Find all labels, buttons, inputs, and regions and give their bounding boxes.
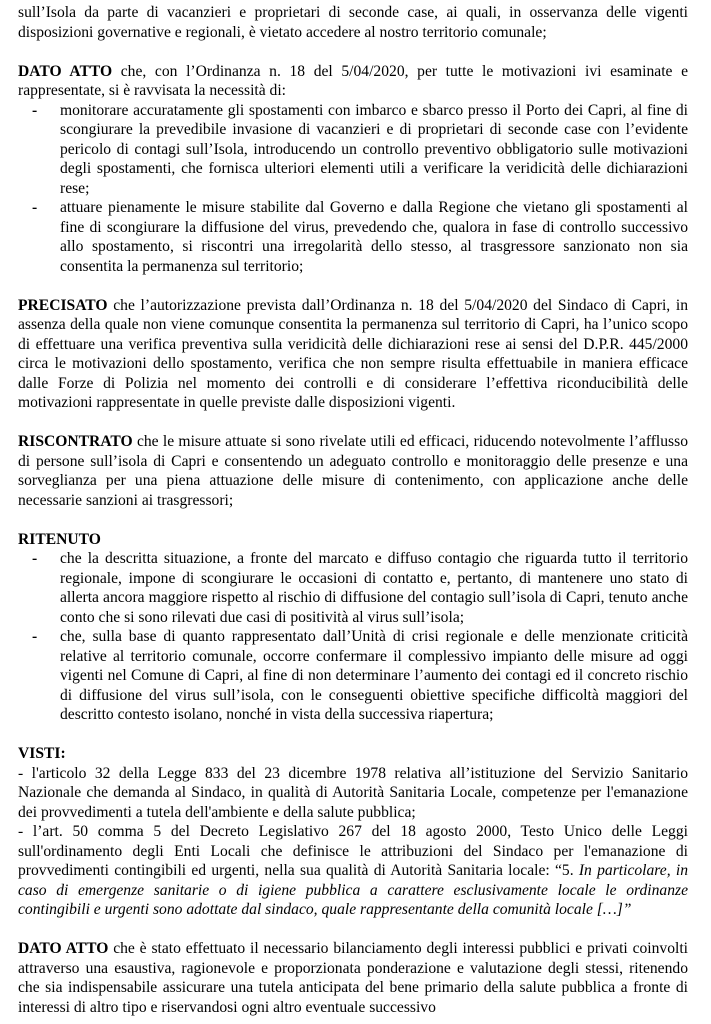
intro-paragraph: sull’Isola da parte di vacanzieri e proprietari di seconde case, ai quali, in osservanza delle vigenti disposizioni governative e regionali, è vietato accedere al nostro territorio comunale;	[18, 4, 688, 41]
visti-item: - l'articolo 32 della Legge 833 del 23 dicembre 1978 relativa all’istituzione del Servizio Sanitario Nazionale che demanda al Sindaco, in qualità di Autorità Sanitaria Locale, competenze per l'emanazione dei provvedimenti a tutela dell'ambiente e della salute pubblica;	[18, 764, 688, 821]
dato-atto-text: che, con l’Ordinanza n. 18 del 5/04/2020, per tutte le motivazioni ivi esaminate e rappresentate, si è ravvisata la necessità di:	[18, 62, 688, 99]
dato-atto-paragraph	[18, 62, 688, 101]
visti-section	[18, 744, 688, 920]
riscontrato-paragraph	[18, 432, 688, 510]
dash-marker: -	[32, 101, 38, 119]
dash-marker: -	[32, 628, 38, 645]
dato-atto-keyword: DATO ATTO	[18, 940, 109, 957]
list-item: - attuare pienamente le misure stabilite dal Governo e dalla Regione che vietano gli spostamenti al fine di scongiurare la diffusione del virus, prevedendo che, qualora in fase di controllo successivo allo spostamento, si riscontri una irregolarità dello stesso, al trasgressore sanzionato non sia consentita la permanenza sul territorio;	[32, 199, 688, 275]
visti-item: - l’art. 50 comma 5 del Decreto Legislativo 267 del 18 agosto 2000, Testo Unico delle Leggi sull'ordinamento degli Enti Locali che definisce le attribuzioni del Sindaco per l'emanazione di provvedimenti contingibili ed urgenti, nella sua qualità di Autorità Sanitaria locale: “5. In particolare, in caso di emergenze sanitarie o di igiene pubblica a carattere esclusivamente locale le ordinanze contingibili e urgenti sono adottate dal sindaco, quale rappresentante della comunità locale […]”	[18, 823, 688, 918]
list-item: - che, sulla base di quanto rappresentato dall’Unità di crisi regionale e delle menzionate criticità relative al territorio comunale, occorre confermare il complessivo impianto delle misure ad oggi vigenti nel Comune di Capri, al fine di non determinare l’aumento dei contagi ed il concreto rischio di diffusione del virus sull’isola, con le conseguenti obiettive specifiche difficoltà maggiori del descritto contesto isolano, nonché in vista della successiva riapertura;	[32, 628, 688, 723]
dato-atto-section	[18, 62, 688, 277]
ritenuto-section	[18, 530, 688, 725]
precisato-paragraph	[18, 296, 688, 413]
dato-atto-final-paragraph	[18, 939, 688, 1017]
precisato-text: che l’autorizzazione prevista dall’Ordinanza n. 18 del 5/04/2020 del Sindaco di Capri, in assenza della quale non viene comunque consentita la permanenza sul territorio di Capri, ha l’unico scopo di effettuare una verifica preventiva sulla veridicità delle dichiarazioni rese ai sensi del D.P.R. 445/2000 circa le motivazioni dello spostamento, verifica che non sempre risulta effettuabile in maniera efficace dalle Forze di Polizia nel momento dei controlli e di considerare l’effettiva riconducibilità delle motivazioni rappresentate in quelle previste dalle disposizioni vigenti.	[18, 296, 688, 411]
quoted-law-text: In particolare, in caso di emergenze sanitarie o di igiene pubblica a carattere esclusivamente locale le ordinanze contingibili e urgenti sono adottate dal sindaco, quale rappresentante della comunità locale […]”	[18, 862, 688, 918]
dash-marker: -	[32, 550, 38, 567]
list-item: - che la descritta situazione, a fronte del marcato e diffuso contagio che riguarda tutto il territorio regionale, impone di scongiurare le occasioni di contatto e, pertanto, di mantenere uno stato di allerta ancora maggiore rispetto al rischio di diffusione del contagio sull’isola di Capri, tenuto anche conto che si sono rilevati due casi di positività al virus sull’isola;	[32, 550, 688, 626]
dato-atto-keyword: DATO ATTO	[18, 62, 113, 80]
riscontrato-keyword: RISCONTRATO	[18, 433, 133, 450]
precisato-keyword: PRECISATO	[18, 296, 108, 314]
list-item: - monitorare accuratamente gli spostamenti con imbarco e sbarco presso il Porto dei Capri, al fine di scongiurare la prevedibile invasione di vacanzieri e di proprietari di seconde case con l’evidente pericolo di contagi sull’Isola, introducendo un controllo preventivo obbligatorio sulle motivazioni degli spostamenti, che fornisca ulteriori elementi utili a verificare la veridicità delle dichiarazioni rese;	[32, 101, 688, 197]
ritenuto-list	[18, 549, 688, 725]
dato-atto-list	[18, 101, 688, 277]
dato-atto-text: che è stato effettuato il necessario bilanciamento degli interessi pubblici e privati coinvolti attraverso una esaustiva, ragionevole e proporzionata ponderazione e valutazione degli stessi, ritenendo che sia indispensabile assicurare una tutela anticipata del bene primario della salute pubblica a fronte di interessi di altro tipo e riservandosi ogni altro eventuale successivo	[18, 940, 689, 1016]
document-page	[18, 3, 688, 1017]
visti-heading: VISTI:	[18, 745, 66, 762]
dash-marker: -	[32, 199, 38, 216]
ritenuto-heading: RITENUTO	[18, 530, 101, 548]
riscontrato-text: che le misure attuate si sono rivelate utili ed efficaci, riducendo notevolmente l’afflusso di persone sull’isola di Capri e consentendo un adeguato controllo e monitoraggio delle presenze e una sorveglianza per una piena attuazione delle misure di contenimento, con applicazione anche delle necessarie sanzioni ai trasgressori;	[18, 433, 688, 509]
